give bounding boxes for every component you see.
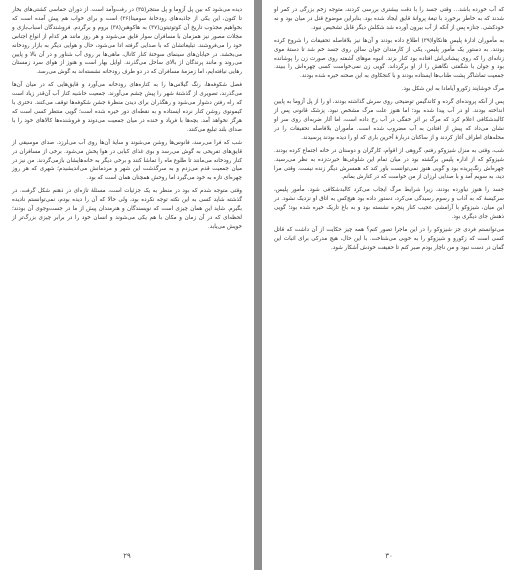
paragraph: جسد را هنوز نیاورده بودند، زیرا شرایط مرگ ایجاب می‌کرد کالبدشکافی شود. مأمور پلیس، سرکیسهٔ که به آداب و رسوم رسیدگی می‌کرد، دستور داده بود هیچ‌کس به اتاق او نزدیک نشود. در این میان، شیزوکو با آرامشی عجیب کنار پنجره نشسته بود و به باغ تاریک خیره شده بود؛ گویی ذهنش جای دیگری بود. <box>274 187 504 221</box>
page-number: ۲۹ <box>123 552 131 560</box>
right-page-body <box>274 6 504 257</box>
page-number: ۳۰ <box>385 552 393 560</box>
left-page <box>0 0 254 570</box>
left-page-body <box>12 6 242 236</box>
paragraph: وقتی متوجه شدم که بود در منظر به یک جزئیات است، مسئلهٔ تازه‌ای در ذهنم شکل گرفت. در گذشته شاید کسی به این نکته توجه نکرده بود، ولی حالا که آن را دیده بودم، نمی‌توانستم نادیده بگیرم. شاید این همان چیزی است که نویسندگان و هنرمندان پیش از ما در جست‌وجوی آن بودند؛ لحظه‌ای که در آن زمان و مکان با هم یکی می‌شوند و انسان خود را در برابر چیزی بزرگ‌تر از خویش می‌یابد. <box>12 188 242 230</box>
paragraph: شب، وقتی به منزل شیزوکو رفتم، گروهی از اقوام، کارگران و دوستان در خانه اجتماع کرده بودند. شیزوکو که از اداره پلیس برگشته بود در میان تمام این شلوغی‌ها حیرت‌زده به نظر می‌رسید. چهره‌اش رنگ‌پریده بود و گویی هنوز نمی‌توانست باور کند که همسرش دیگر زنده نیست. وقتی مرا دید، به سویم آمد و با صدایی لرزان از من خواست که در کنارش بمانم. <box>274 147 504 181</box>
paragraph: دیده می‌شود که بین پل آزوما و پل ستجر(۳۵) در رفت‌وآمد است. از دوران حماسی کشتی‌های بخار تا کنون، این یکی از جاذبه‌های رودخانهٔ سومینا(۳۶) است و برای خواب هم پیش آمده است که بخواهیم مجذوب تاریخ آن کوتوتیتون(۳۷) به هاکوهبن(۳۸) بروم و برگردم. فروشندگان اسباب‌بازی و مجلات مصور نیز همزمان با مسافران سوار قایق می‌شوند و هر روز مانند هر کدام از انواع اجناس خود را می‌فروشند. تبلیغاتشان که با صدایی گرفته ادا می‌شود، حال و هوایی دیگر به بازار رودخانه می‌بخشد. در خیابان‌های سینمای سوختهٔ کنار کانال، ماهی‌ها بر روی آب شناور و در آن بالا و پایین می‌روند و مانند پرندگان از بالای ساحل می‌گذرند. اوایل بهار است و هنوز از هوای سرد زمستان رهایی نیافته‌ایم، اما زمزمهٔ مسافران که در دو طرف رودخانه نشسته‌اند به گوش می‌رسد. <box>12 7 242 76</box>
paragraph: فصل شکوفه‌ها، رنگ گیلاس‌ها را به کناره‌های رودخانه می‌آورد و قایق‌هایی که در میان آن‌ها می‌گذرند، تصویری از گذشتهٔ شهر را پیش چشم می‌آورند. جمعیت حاشیه کنار آب آن‌قدر زیاد است که راه رفتن دشوار می‌شود و رهگذران برای دیدن منظرهٔ جشن شکوفه‌ها توقف می‌کنند. دختری با کیمونوی روشن کنار نرده ایستاده و به نقطه‌ای دور خیره شده است؛ گویی منتظر کسی است که هرگز نخواهد آمد. بچه‌ها با فریاد و خنده در میان جمعیت می‌دوند و فروشنده‌ها کالاهای خود را با صدای بلند تبلیغ می‌کنند. <box>12 82 242 133</box>
paragraph: پس از آنکه پرونده‌ای گرده و کاندگیس توضیحی روی سرش گذاشته بودند، او را از پل آزوما به پایین انداخته بودند. او در آب پیدا شده بود؛ اما هنوز علت مرگ مشخص نبود. پزشک قانونی پس از کالبدشکافی اعلام کرد که مرگ بر اثر خفگی در آب رخ داده است، اما آثار ضربه‌ای روی سر او نشان می‌داد که پیش از افتادن به آب مضروب شده است. مأموران بلافاصله تحقیقات را در محله‌های اطراف آغاز کردند و از ساکنان دربارهٔ آخرین باری که او را دیده بودند پرسیدند. <box>274 99 504 141</box>
right-page <box>262 0 516 570</box>
paragraph: مرگ خوشایند زکورو آیامادا به این شکل بود. <box>401 86 504 93</box>
paragraph: به مأموران ادارهٔ پلیس هانکاوا(۳۹) اطلاع داده بودند و آن‌ها نیز بلافاصله تحقیقات را شروع کرده بودند. به دستور یک مأمور پلیس، یکی از کارمندان جوان سالن روی جسد خم شد تا دستهٔ موی زنانه‌ای را که روی پیشانی‌اش افتاده بود کنار بزند. انبوه موهای آشفته روی صورت زن را پوشانده بود و جوان با شگفتی نگاهش را از او برگرداند. گویی زن نمی‌خواست کسی چهره‌اش را ببیند. جمعیت تماشاگر پشت طناب‌ها ایستاده بودند و با کنجکاوی به این صحنه خیره شده بودند. <box>274 37 504 80</box>
paragraph: می‌توانستم فردی جز شیزوکو را در این ماجرا تصور کنم؟ همه چیز حکایت از آن داشت که قاتل کسی است که زکورو و شیزوکو را به خوبی می‌شناخت. با این حال، هیچ مدرکی برای اثبات این گمان در دست نبود و من ناچار بودم صبر کنم تا حقیقت خودش آشکار شود. <box>274 226 504 251</box>
paragraph: که آب خورده باشد... وقتی جسد را با دقت بیشتری بررسی کردند، متوجه زخم بزرگی در کمر او شدند که به خاطر برخورد با تیغهٔ پروانهٔ قایق ایجاد شده بود. بنابراین موضوع قتل در میان بود و نه خودکشی. جنازه پس از آنکه از آب بیرون آورده شد شکلش دیگر قابل تشخیص نبود. <box>274 7 504 31</box>
paragraph: شب که فرا می‌رسد، فانوس‌ها روشن می‌شوند و سایهٔ آن‌ها روی آب می‌لرزد. صدای موسیقی از قایق‌های تفریحی به گوش می‌رسد و بوی غذای کبابی در هوا پخش می‌شود. برخی از مسافران در کنار رودخانه می‌مانند تا طلوع ماه را تماشا کنند و برخی دیگر به خانه‌هایشان بازمی‌گردند. من نیز در میان جمعیت قدم می‌زدم و به سرگذشت این شهر و مردمانش می‌اندیشیدم؛ شهری که هر روز چهره‌ای تازه به خود می‌گیرد اما روحش همچنان همان است که بود. <box>12 139 242 182</box>
